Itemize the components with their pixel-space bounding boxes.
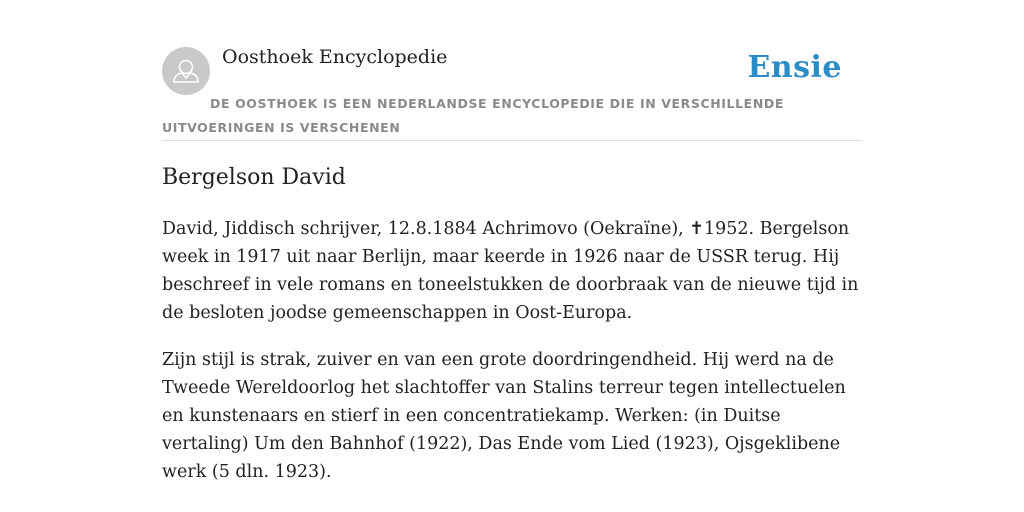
article-paragraph: Zijn stijl is strak, zuiver en van een grote doordringendheid. Hij werd na de Tweede Wereldoorlog het slachtoffer van Stalins terreur tegen intellectuelen en kunstenaars en stierf in een concentratiekamp. Werken: (in Duitse vertaling) Um den Bahnhof (1922), Das Ende vom Lied (1923), Ojsgeklibene werk (5 dln. 1923). — [162, 350, 846, 482]
site-name[interactable]: Oosthoek Encyclopedie — [222, 46, 448, 68]
page-title: Bergelson David — [162, 165, 346, 190]
brand-logo[interactable]: Ensie — [747, 50, 842, 85]
avatar[interactable] — [162, 47, 210, 95]
site-tagline: DE OOSTHOEK IS EEN NEDERLANDSE ENCYCLOPEDIE DIE IN VERSCHILLENDE UITVOERINGEN IS VERSCHENEN — [162, 96, 784, 135]
header — [162, 44, 862, 141]
user-placeholder-icon — [162, 47, 210, 95]
article — [162, 160, 862, 505]
article-paragraph: David, Jiddisch schrijver, 12.8.1884 Achrimovo (Oekraïne), ✝1952. Bergelson week in 1917 uit naar Berlijn, maar keerde in 1926 naar de USSR terug. Hij beschreef in vele romans en toneelstukken de doorbraak van de nieuwe tijd in de besloten joodse gemeenschappen in Oost-Europa. — [162, 219, 859, 323]
